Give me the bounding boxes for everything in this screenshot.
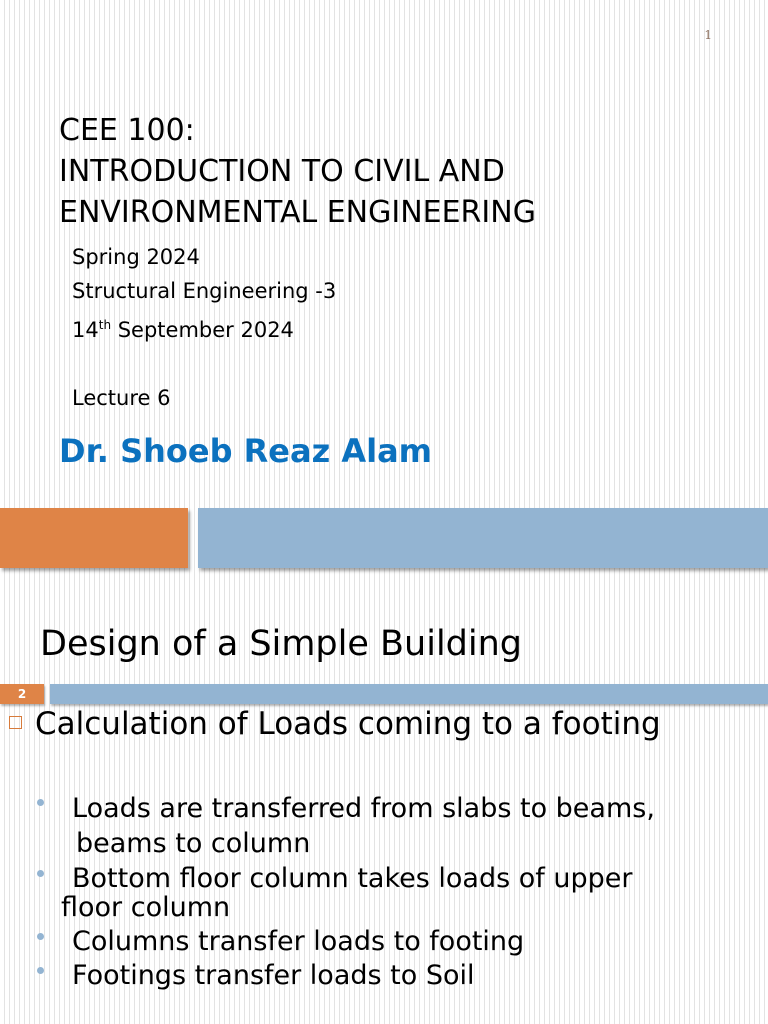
decorative-thin-bar: [50, 684, 768, 704]
bullet-dot-icon: [37, 933, 44, 940]
course-code: CEE 100:: [59, 113, 195, 148]
spacer: [72, 347, 336, 381]
lecture-number: Lecture 6: [72, 386, 171, 410]
slide2-title: Design of a Simple Building: [40, 624, 523, 664]
date-day: 14: [72, 318, 99, 342]
date-ordinal: th: [98, 318, 112, 332]
slide-number: 1: [704, 28, 712, 42]
square-bullet-icon: [9, 716, 22, 729]
slide2-number: 2: [17, 687, 27, 701]
bullet-dot-icon: [37, 967, 44, 974]
sub-bullet-text: Footings transfer loads to Soil: [72, 960, 475, 991]
presenter-name: Dr. Shoeb Reaz Alam: [59, 432, 433, 470]
decorative-bar-orange: [0, 508, 188, 568]
sub-bullet-text-continued: beams to column: [76, 828, 311, 859]
date-rest: September 2024: [111, 318, 294, 342]
slide-number-badge: [0, 684, 44, 704]
title-line-2: ENVIRONMENTAL ENGINEERING: [59, 195, 536, 230]
sub-bullet-text: Bottom floor column takes loads of upper: [72, 863, 633, 894]
bullet-dot-icon: [37, 870, 44, 877]
slide-title: [59, 110, 536, 233]
lecture-meta: [72, 240, 336, 415]
semester-text: Spring 2024: [72, 245, 200, 269]
main-bullet-text: Calculation of Loads coming to a footing: [35, 706, 661, 742]
sub-bullet-text-continued: floor column: [61, 892, 231, 923]
sub-bullet-text: Columns transfer loads to footing: [72, 926, 525, 957]
date-text: [72, 308, 336, 347]
sub-bullet-text: Loads are transferred from slabs to beams,: [72, 793, 655, 824]
decorative-bar-blue: [198, 508, 768, 568]
title-line-1: INTRODUCTION TO CIVIL AND: [59, 154, 505, 189]
topic-text: Structural Engineering -3: [72, 279, 337, 303]
bullet-dot-icon: [37, 799, 44, 806]
